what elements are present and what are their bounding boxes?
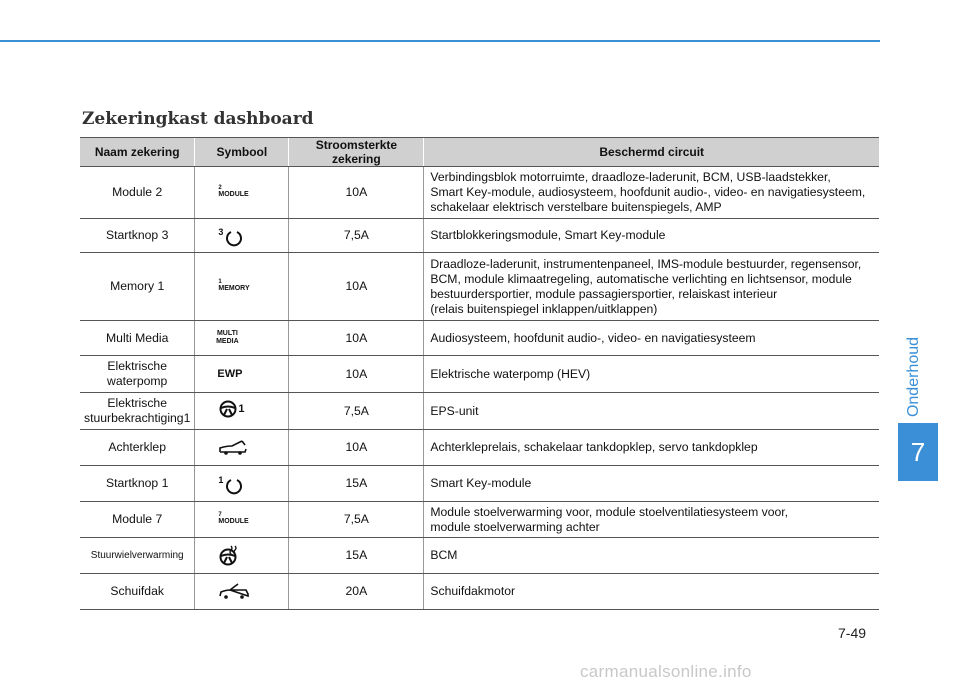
table-row	[80, 430, 879, 466]
fuse-name	[80, 356, 195, 393]
symbol-text: MEDIA	[216, 337, 239, 345]
fuse-amperage: 15A	[289, 538, 424, 574]
fuse-amperage: 10A	[289, 430, 424, 466]
fuse-symbol	[195, 430, 289, 466]
table-row	[80, 321, 879, 356]
fuse-amperage: 10A	[289, 167, 424, 219]
fuse-symbol	[195, 253, 289, 321]
symbol-index: 7	[218, 512, 222, 518]
fuse-name: Multi Media	[80, 321, 195, 356]
symbol-text: EWP	[217, 368, 243, 380]
fuse-symbol	[195, 219, 289, 253]
protected-circuit	[424, 430, 879, 466]
fuse-amperage: 15A	[289, 466, 424, 502]
side-tab-label: Onderhoud	[905, 336, 922, 418]
fuse-name: Stuurwielverwarming	[80, 538, 195, 574]
circuit-line: schakelaar elektrisch verstelbare buitenspiegels, AMP	[430, 200, 722, 214]
start-button-icon	[224, 228, 244, 248]
fuse-amperage: 7,5A	[289, 393, 424, 430]
protected-circuit	[424, 502, 879, 538]
fuse-amperage: 10A	[289, 356, 424, 393]
fuse-name-line: stuurbekrachtiging1	[84, 411, 191, 425]
fuse-symbol	[195, 466, 289, 502]
protected-circuit	[424, 253, 879, 321]
table-row	[80, 167, 879, 219]
fuse-name: Schuifdak	[80, 574, 195, 610]
circuit-line: BCM, module klimaatregeling, automatische verlichting en lichtsensor, module	[430, 271, 852, 286]
table-row	[80, 574, 879, 610]
fuse-name: Startknop 1	[80, 466, 195, 502]
header-amperage: Stroomsterkte zekering	[289, 138, 424, 167]
circuit-line: Draadloze-laderunit, instrumentenpaneel, IMS-module bestuurder, regensensor,	[430, 256, 862, 271]
fuse-amperage: 10A	[289, 321, 424, 356]
circuit-line: Module stoelverwarming voor, module stoelventilatiesysteem voor,	[430, 504, 789, 519]
page-number: 7-49	[838, 625, 867, 641]
fuse-amperage: 10A	[289, 253, 424, 321]
table-row	[80, 356, 879, 393]
circuit-line: Audiosysteem, hoofdunit audio-, video- en navigatiesysteem	[430, 330, 756, 345]
circuit-line: (relais buitenspiegel inklappen/uitklappen)	[430, 301, 658, 316]
top-rule	[0, 40, 880, 42]
symbol-text: MODULE	[218, 191, 249, 198]
symbol-text: MEMORY	[218, 285, 250, 292]
fuse-name: Memory 1	[80, 253, 195, 321]
circuit-line: BCM	[430, 548, 458, 562]
fuse-name: Module 2	[80, 167, 195, 219]
fuse-symbol	[195, 167, 289, 219]
symbol-text: MODULE	[218, 518, 249, 525]
circuit-line: Smart Key-module, audiosysteem, hoofdunit audio-, video- en navigatiesysteem,	[430, 185, 866, 199]
fuse-name: Achterklep	[80, 430, 195, 466]
fuse-name-line: Elektrische	[107, 396, 167, 410]
fuse-amperage: 7,5A	[289, 219, 424, 253]
table-row	[80, 393, 879, 430]
protected-circuit	[424, 393, 879, 430]
table-row	[80, 466, 879, 502]
table-header-row	[80, 138, 879, 167]
watermark: carmanualsonline.info	[580, 662, 752, 681]
fuse-symbol	[195, 574, 289, 610]
circuit-line: Elektrische waterpomp (HEV)	[430, 366, 591, 381]
symbol-index: 3	[218, 226, 224, 237]
symbol-text: MULTI	[216, 329, 238, 337]
fuse-symbol	[195, 538, 289, 574]
protected-circuit	[424, 538, 879, 574]
start-button-icon	[224, 476, 244, 496]
fuse-symbol	[195, 502, 289, 538]
table-row	[80, 502, 879, 538]
table-row	[80, 253, 879, 321]
fuse-name	[80, 393, 195, 430]
protected-circuit	[424, 167, 879, 219]
fuse-table	[80, 137, 879, 610]
symbol-index: 1	[218, 279, 222, 285]
header-fuse-name: Naam zekering	[80, 138, 195, 167]
circuit-line: module stoelverwarming achter	[430, 519, 600, 534]
steering-wheel-icon	[218, 399, 238, 419]
protected-circuit	[424, 321, 879, 356]
circuit-line: Startblokkeringsmodule, Smart Key-module	[430, 228, 666, 242]
heated-steering-wheel-icon	[218, 545, 240, 567]
chapter-number: 7	[910, 436, 926, 467]
symbol-index: 1	[238, 402, 245, 415]
chapter-number-box	[898, 423, 938, 481]
circuit-line: Schuifdakmotor	[430, 584, 516, 598]
circuit-line: EPS-unit	[430, 403, 479, 418]
fuse-amperage: 7,5A	[289, 502, 424, 538]
circuit-line: Smart Key-module	[430, 476, 532, 490]
protected-circuit	[424, 356, 879, 393]
header-protected-circuit: Beschermd circuit	[424, 138, 879, 167]
fuse-symbol	[195, 321, 289, 356]
tailgate-icon	[218, 439, 248, 457]
circuit-line: Achterkleprelais, schakelaar tankdopklep, servo tankdopklep	[430, 440, 758, 454]
fuse-name-line: waterpomp	[107, 374, 168, 388]
circuit-line: bestuurdersportier, module passagiersportier, relaiskast interieur	[430, 286, 778, 301]
sunroof-icon	[218, 582, 250, 602]
table-row	[80, 538, 879, 574]
fuse-name: Startknop 3	[80, 219, 195, 253]
fuse-name: Module 7	[80, 502, 195, 538]
header-symbol: Symbool	[195, 138, 289, 167]
protected-circuit	[424, 574, 879, 610]
protected-circuit	[424, 466, 879, 502]
side-tab	[894, 330, 934, 430]
fuse-amperage: 20A	[289, 574, 424, 610]
circuit-line: Verbindingsblok motorruimte, draadloze-laderunit, BCM, USB-laadstekker,	[430, 170, 831, 184]
fuse-name-line: Elektrische	[107, 359, 167, 373]
symbol-index: 1	[218, 474, 224, 485]
table-row	[80, 219, 879, 253]
symbol-index: 2	[218, 185, 222, 191]
section-title: Zekeringkast dashboard	[82, 109, 314, 129]
fuse-symbol	[195, 393, 289, 430]
fuse-symbol	[195, 356, 289, 393]
protected-circuit	[424, 219, 879, 253]
